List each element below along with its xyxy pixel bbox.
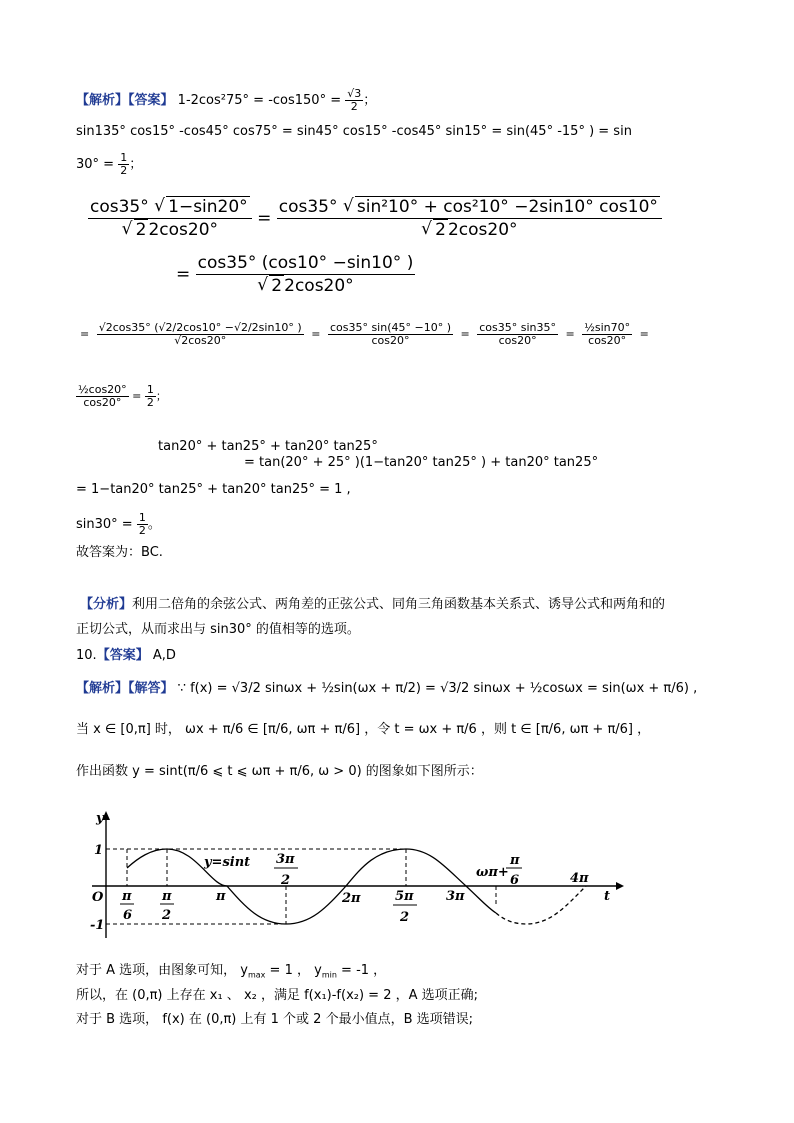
tick-5pi2-num: 5π [395, 889, 414, 904]
tan-line-2: = tan(20° + 25° )(1−tan20° tan25° ) + tan20° tan25° [244, 455, 599, 470]
analysis-line-2: 正切公式，从而求出与 sin30° 的值相等的选项。 [76, 622, 360, 637]
tick-2pi: 2π [342, 891, 361, 906]
line-9-1 [76, 88, 376, 113]
big-fraction-row-1 [88, 196, 662, 241]
q10-answer-line: 10.【答案】 A,D [76, 648, 176, 663]
tan-line-3: = 1−tan20° tan25° + tan20° tan25° = 1 , [76, 482, 351, 497]
sine-curve-dashed [496, 886, 586, 924]
tick-3pi2-den: 2 [281, 873, 291, 888]
sin30-line: sin30° = $\frac{1}{2}$ 。 [76, 511, 161, 537]
fraction: cos35° √ 1−sin20° √ 2 2cos20° [88, 196, 252, 241]
fraction: $\frac{\text{½cos20°}}{\cos 20^\circ}$ [78, 383, 127, 409]
fraction: $\frac{√3}{2}$ [347, 87, 362, 113]
curve-label: y=sint [204, 855, 251, 870]
tick-omega-a: ωπ+ [476, 865, 509, 880]
q10-line-3: 作出函数 y = sint(π/6 ⩽ t ⩽ ωπ + π/6, ω > 0) 的图象如下图所示： [76, 764, 483, 779]
t-axis-label: t [604, 889, 611, 904]
text: 30° = [76, 157, 119, 172]
text: 1-2cos²75° = -cos150° = [177, 93, 346, 108]
equals: = [80, 327, 90, 341]
tick-omega-den: 6 [510, 873, 520, 888]
fraction: cos35° (cos10° −sin10° ) √ 2 2cos20° [196, 252, 416, 297]
tan-line-1: tan20° + tan25° + tan20° tan25° [158, 439, 378, 454]
fraction: $\frac{1}{2}$ [138, 511, 146, 537]
line-9-2: sin135° cos15° -cos45° cos75° = sin45° cos15° -cos45° sin15° = sin(45° -15° ) = sin [76, 124, 632, 139]
fraction: $\frac{\cos 35^\circ \sin(45^\circ -10^\circ )}{\cos 20^\circ}$ [329, 321, 451, 347]
fraction: cos35° √ sin²10° + cos²10° −2sin10° cos10° √ 2 2cos20° [277, 196, 662, 241]
t-axis-arrow [616, 882, 624, 890]
line-9-3 [76, 152, 142, 177]
y-axis-label: y [96, 811, 104, 826]
tag-fenxi: 【分析】 [80, 597, 133, 612]
option-b-line: 对于 B 选项， f(x) 在 (0,π) 上有 1 个或 2 个最小值点，B 选项错误; [76, 1012, 474, 1027]
answer-line: 故答案为：BC. [76, 545, 163, 560]
tick-pi6-num: π [122, 889, 132, 904]
tag-jiexi: 【解析】 [76, 93, 129, 108]
tick-neg1: -1 [90, 918, 105, 933]
fraction: $\frac{1}{2}$ [146, 383, 154, 409]
tick-pi2-num: π [162, 889, 172, 904]
equals: = [257, 208, 272, 229]
tag-jieda: 【答案】 [128, 93, 174, 108]
tick-3pi: 3π [446, 889, 465, 904]
tick-1: 1 [94, 843, 104, 858]
text: ； [129, 157, 143, 172]
q10-line-2: 当 x ∈ [0,π] 时， ωx + π/6 ∈ [π/6, ωπ + π/6] ，令 t = ωx + π/6 ，则 t ∈ [π/6, ωπ + π/6] ， [76, 722, 651, 737]
tick-pi: π [216, 889, 226, 904]
tick-3pi2-num: 3π [276, 852, 295, 867]
option-a-line-2: 所以，在 (0,π) 上存在 x₁ 、 x₂ ，满足 f(x₁)-f(x₂) = 2 ，A 选项正确; [76, 988, 479, 1003]
tick-pi2-den: 2 [162, 908, 172, 923]
tick-5pi2-den: 2 [400, 910, 410, 925]
option-a-line: 对于 A 选项，由图象可知， $y_{max} = 1$ ， $y_{min} = -1$ ， [76, 963, 387, 980]
tag-daan: 【答案】 [96, 648, 149, 663]
fraction: $\frac{\cos 35^\circ \sin 35^\circ}{\cos 20^\circ}$ [479, 321, 556, 347]
tick-4pi: 4π [570, 871, 589, 886]
tick-omega-num: π [510, 853, 520, 868]
sine-graph [86, 808, 626, 943]
q10-line-1: 【解析】【解答】 ∵ f(x) = √3/2 sinωx + ½sin(ωx + π/2) = √3/2 sinωx + ½cosωx = sin(ωx + π/6) , [76, 681, 698, 696]
fraction: $\frac{\text{½sin70°}}{\cos 20^\circ}$ [584, 321, 631, 347]
fraction: $\frac{√2\cos 35^\circ (√2/2\cos 10^\circ -√2/2\sin 10^\circ )}{√2\cos 20^\circ}$ [98, 321, 302, 347]
tick-pi6-den: 6 [123, 908, 133, 923]
big-fraction-row-2 [176, 252, 415, 297]
equals: = [176, 264, 191, 285]
fraction-chain-row: = $\frac{√2\cos 35^\circ (√2/2\cos 10^\circ -√2/2\sin 10^\circ )}{√2\cos 20^\circ}$ = $\frac{\cos 35^\circ \sin(45^\circ -10^\circ )}{\cos 20^\circ}$ = $\frac{\cos 35^\circ \sin 35^\circ}{\cos 20^\circ}$ = $\frac{\text{½sin70°}}{\cos 20^\circ}$ = [80, 321, 649, 347]
fraction-result-row: $\frac{\text{½cos20°}}{\cos 20^\circ}$ = $\frac{1}{2}$ ； [78, 383, 167, 409]
fraction: $\frac{1}{2}$ [120, 151, 128, 177]
origin-label: O [92, 890, 104, 905]
analysis-line-1: 【分析】利用二倍角的余弦公式、两角差的正弦公式、同角三角函数基本关系式、诱导公式和两角和的 [80, 597, 666, 612]
text: ； [363, 93, 377, 108]
